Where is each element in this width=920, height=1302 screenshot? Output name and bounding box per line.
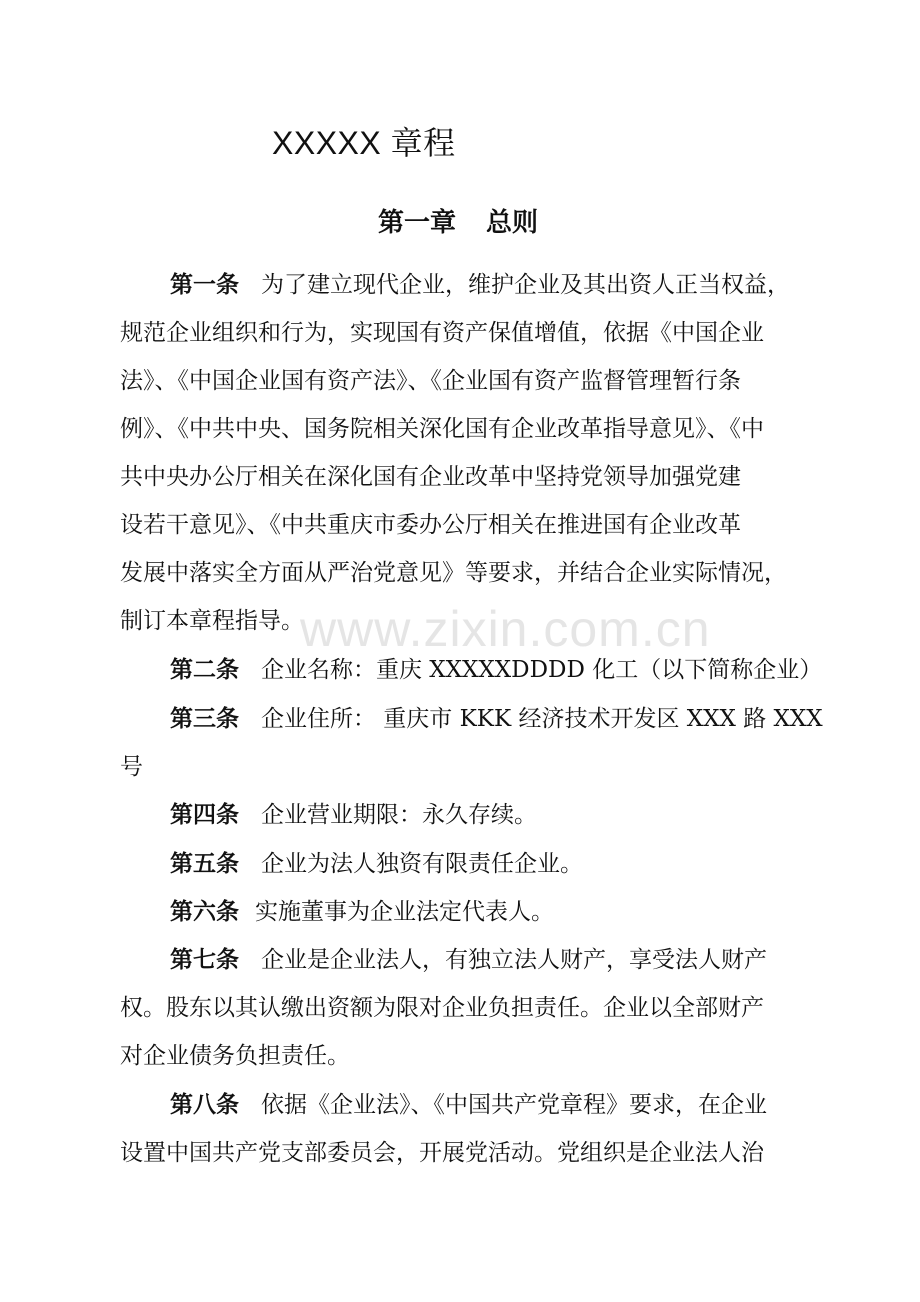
article-5-line-1 [170,849,583,879]
article-2-text-1: 企业名称：重庆 XXXXXDDDD 化工（以下简称企业） [261,657,823,683]
article-2-line-1 [170,655,822,685]
article-6-label: 第六条 [170,899,239,925]
article-3-line-1 [170,704,823,734]
article-7-line-3: 对企业债务负担责任。 [120,1043,350,1069]
article-7-text-1: 企业是企业法人，有独立法人财产，享受法人财产 [261,947,767,973]
article-7-line-2: 权。股东以其认缴出资额为限对企业负担责任。企业以全部财产 [120,995,764,1021]
article-6-line-1 [170,897,554,927]
article-1-text-1: 为了建立现代企业，维护企业及其出资人正当权益， [261,272,790,298]
chapter-label: 第一章 [378,208,457,238]
article-4-text-1: 企业营业期限：永久存续。 [261,802,537,828]
article-2-label: 第二条 [170,657,239,683]
article-3-text-1: 企业住所： 重庆市 KKK 经济技术开发区 XXX 路 XXX [261,706,823,732]
article-3-line-2: 号 [120,754,143,780]
article-4-label: 第四条 [170,802,239,828]
article-5-label: 第五条 [170,851,239,877]
article-6-text-1: 实施董事为企业法定代表人。 [255,899,554,925]
chapter-name: 总则 [486,208,539,238]
article-1-line-4: 例》、《中共中央、国务院相关深化国有企业改革指导意见》、《中 [120,416,764,442]
article-7-line-1 [170,945,767,975]
article-5-text-1: 企业为法人独资有限责任企业。 [261,851,583,877]
article-8-text-1: 依据《企业法》、《中国共产党章程》要求，在企业 [261,1092,767,1118]
article-4-line-1 [170,800,537,830]
article-1-line-2: 规范企业组织和行为，实现国有资产保值增值，依据《中国企业 [120,320,764,346]
article-1-line-1 [170,270,790,300]
article-1-label: 第一条 [170,272,239,298]
article-7-label: 第七条 [170,947,239,973]
document-title: XXXXX 章程 [272,125,456,161]
article-1-line-7: 发展中落实全方面从严治党意见》等要求，并结合企业实际情况， [120,560,787,586]
article-3-label: 第三条 [170,706,239,732]
article-1-line-5: 共中央办公厅相关在深化国有企业改革中坚持党领导加强党建 [120,464,741,490]
article-1-line-6: 设若干意见》、《中共重庆市委办公厅相关在推进国有企业改革 [120,512,741,538]
article-8-label: 第八条 [170,1092,239,1118]
watermark: www.zixin.com.cn [300,601,711,657]
article-8-line-1 [170,1090,767,1120]
chapter-title [378,202,538,239]
article-8-line-2: 设置中国共产党支部委员会，开展党活动。党组织是企业法人治 [120,1140,764,1166]
article-1-line-3: 法》、《中国企业国有资产法》、《企业国有资产监督管理暂行条 [120,368,741,394]
article-1-line-8: 制订本章程指导。 [120,608,304,634]
